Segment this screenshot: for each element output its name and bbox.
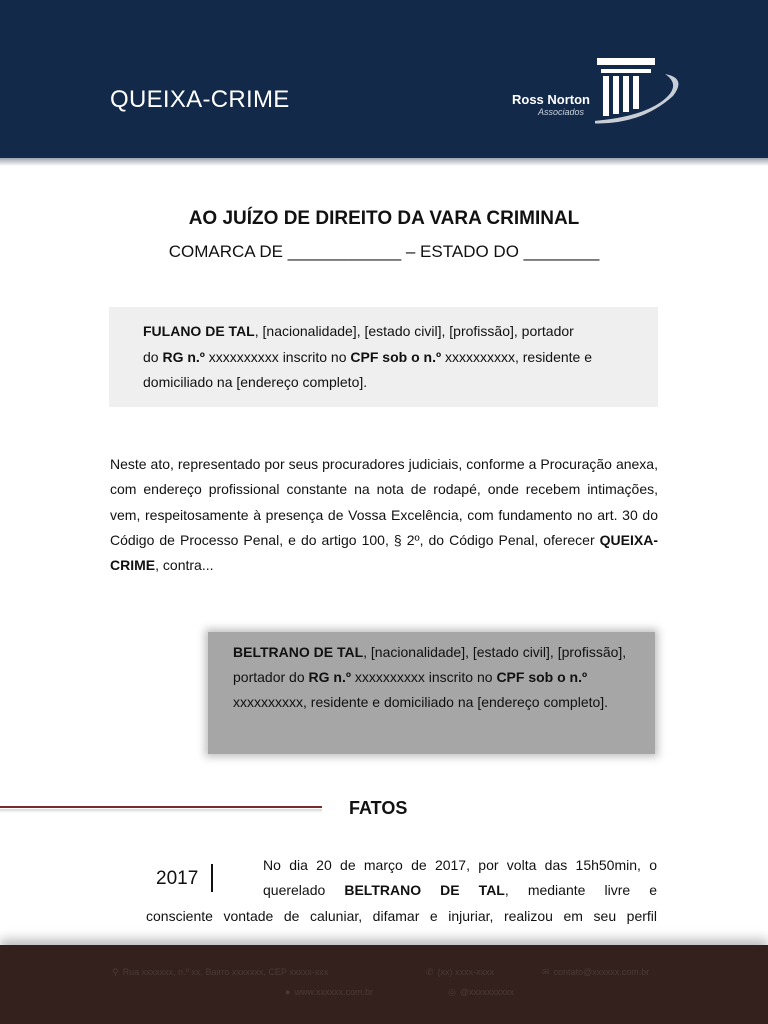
facts-text-first: No dia 20 de março de 2017, por volta das 15h50min, o querelado BELTRANO DE TAL, mediante livre e [263,857,658,898]
court-subheading: COMARCA DE ____________ – ESTADO DO ________ [168,242,600,261]
header-bar [0,0,768,158]
header-shadow [0,158,768,166]
footer-phone: ✆ (xx) xxxx-xxxx [426,967,495,977]
plaintiff-qualification: FULANO DE TAL, [nacionalidade], [estado civil], [profissão], portador do RG n.º xxxxxxxxxx inscrito no CPF sob o n.º xxxxxxxxxx, residente e domiciliado na [endereço completo]. [143,323,593,390]
logo-subtitle: Associados [538,107,585,117]
defendant-name-mention: BELTRANO DE TAL [344,882,505,898]
court-heading: AO JUÍZO DE DIREITO DA VARA CRIMINAL [188,208,580,229]
plaintiff-name: FULANO DE TAL [143,323,255,339]
logo-name: Ross Norton [512,92,590,107]
section-divider-line [0,806,322,808]
document-title: QUEIXA-CRIME [110,86,290,113]
facts-year: 2017 [156,868,199,889]
globe-icon: ● [285,987,291,997]
footer-social: ◎ @xxxxxxxxxx [448,987,514,997]
footer-bar [0,945,768,1024]
section-divider-shadow [0,809,322,813]
intro-paragraph: Neste ato, representado por seus procuradores judiciais, conforme a Procuração anexa, com endereço profissional constante na nota de rodapé, onde recebem intimações, vem, respeitosamente à presença de Vossa Excelência, com fundamento no art. 30 do Código de Processo Penal, e do artigo 100, § 2º, do Código Penal, oferecer QUEIXA-CRIME, contra... [110,456,658,574]
queixa-crime-emphasis: QUEIXA-CRIME [110,531,658,574]
facts-text-second: consciente vontade de caluniar, difamar e injuriar, realizou em seu perfil [146,908,657,924]
facts-heading: FATOS [349,798,408,818]
social-icon: ◎ [448,987,456,997]
firm-logo [510,56,685,136]
footer-site: ● www.xxxxxx.com.br [285,987,373,997]
columns-logo-icon [595,56,685,136]
phone-icon: ✆ [426,967,434,977]
footer-address: ⚲ Rua xxxxxxx, n.º xx, Bairro xxxxxxx, CEP xxxxx-xxx [112,967,329,977]
year-divider [211,864,213,892]
defendant-box [208,632,655,754]
defendant-qualification: BELTRANO DE TAL, [nacionalidade], [estado civil], [profissão], portador do RG n.º xxxxxxxxxx inscrito no CPF sob o n.º xxxxxxxxxx, residente e domiciliado na [endereço completo]. [233,644,627,710]
defendant-name: BELTRANO DE TAL [233,644,364,660]
mail-icon: ✉ [542,967,550,977]
footer-email: ✉ contato@xxxxxx.com.br [542,967,650,977]
map-pin-icon: ⚲ [112,967,119,977]
plaintiff-box [109,307,658,407]
